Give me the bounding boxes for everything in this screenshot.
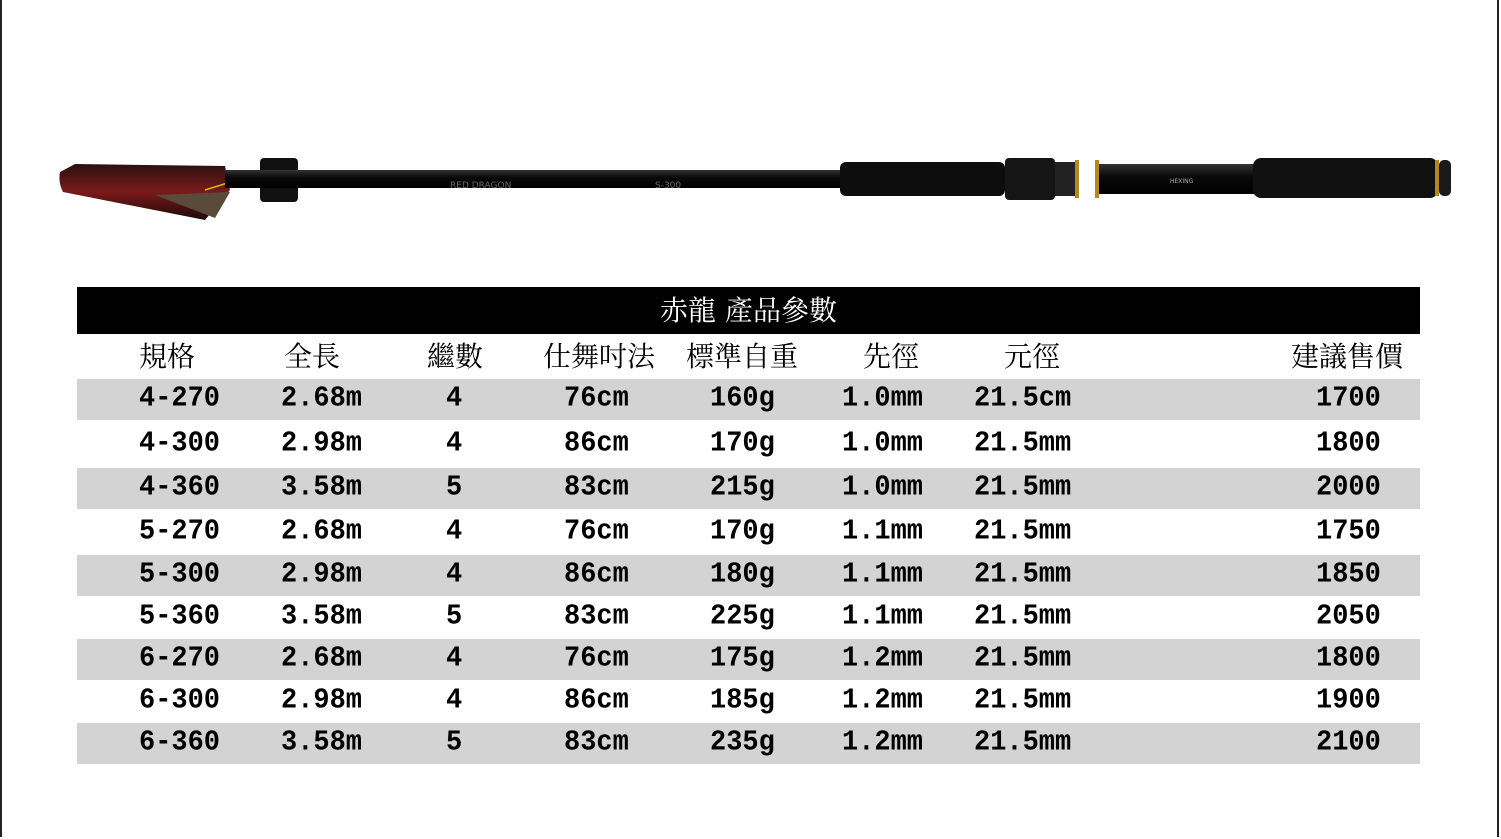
svg-text:HEXING: HEXING	[1170, 178, 1194, 185]
cell-sections: 4	[446, 559, 463, 591]
cell-closed-length: 83cm	[564, 472, 629, 504]
cell-price: 1850	[1316, 559, 1381, 591]
cell-length: 2.68m	[281, 643, 363, 675]
cell-price: 2050	[1316, 601, 1381, 633]
cell-price: 1700	[1316, 383, 1381, 415]
cell-spec: 6-270	[139, 643, 221, 675]
header-weight: 標準自重	[686, 340, 799, 373]
cell-length: 3.58m	[281, 601, 363, 633]
svg-text:RED DRAGON: RED DRAGON	[450, 181, 512, 191]
cell-sections: 4	[446, 685, 463, 717]
table-row	[77, 681, 1420, 722]
cell-price: 2100	[1316, 727, 1381, 759]
cell-price: 1800	[1316, 428, 1381, 460]
table-row	[77, 379, 1420, 420]
cell-weight: 170g	[710, 516, 775, 548]
cell-sections: 5	[446, 727, 463, 759]
cell-tip-diameter: 1.2mm	[842, 643, 924, 675]
cell-closed-length: 76cm	[564, 643, 629, 675]
cell-price: 1900	[1316, 685, 1381, 717]
cell-tip-diameter: 1.0mm	[842, 383, 924, 415]
table-row	[77, 468, 1420, 509]
cell-length: 2.98m	[281, 428, 363, 460]
cell-weight: 215g	[710, 472, 775, 504]
cell-butt-diameter: 21.5mm	[974, 428, 1072, 460]
cell-closed-length: 86cm	[564, 559, 629, 591]
table-title: 赤龍 產品參數	[77, 287, 1420, 334]
cell-weight: 170g	[710, 428, 775, 460]
cell-butt-diameter: 21.5mm	[974, 516, 1072, 548]
fishing-rod-image	[55, 150, 1455, 225]
cell-butt-diameter: 21.5cm	[974, 383, 1072, 415]
cell-butt-diameter: 21.5mm	[974, 685, 1072, 717]
cell-length: 3.58m	[281, 727, 363, 759]
header-length: 全長	[284, 340, 341, 373]
cell-tip-diameter: 1.2mm	[842, 727, 924, 759]
cell-weight: 180g	[710, 559, 775, 591]
cell-tip-diameter: 1.2mm	[842, 685, 924, 717]
cell-tip-diameter: 1.1mm	[842, 559, 924, 591]
cell-sections: 4	[446, 643, 463, 675]
table-row	[77, 639, 1420, 680]
cell-tip-diameter: 1.1mm	[842, 601, 924, 633]
cell-length: 2.68m	[281, 516, 363, 548]
cell-spec: 5-270	[139, 516, 221, 548]
cell-weight: 160g	[710, 383, 775, 415]
header-spec: 規格	[139, 340, 196, 373]
cell-closed-length: 76cm	[564, 516, 629, 548]
cell-spec: 6-300	[139, 685, 221, 717]
cell-tip-diameter: 1.0mm	[842, 428, 924, 460]
table-row	[77, 512, 1420, 553]
header-tip-diameter: 先徑	[863, 340, 920, 373]
cell-spec: 5-300	[139, 559, 221, 591]
cell-price: 2000	[1316, 472, 1381, 504]
header-butt-diameter: 元徑	[1004, 340, 1061, 373]
cell-spec: 4-270	[139, 383, 221, 415]
cell-spec: 4-360	[139, 472, 221, 504]
cell-spec: 4-300	[139, 428, 221, 460]
header-price: 建議售價	[1291, 340, 1404, 373]
cell-butt-diameter: 21.5mm	[974, 727, 1072, 759]
cell-sections: 4	[446, 516, 463, 548]
cell-weight: 175g	[710, 643, 775, 675]
table-row	[77, 597, 1420, 638]
cell-closed-length: 86cm	[564, 428, 629, 460]
cell-spec: 5-360	[139, 601, 221, 633]
cell-closed-length: 83cm	[564, 727, 629, 759]
cell-closed-length: 86cm	[564, 685, 629, 717]
cell-butt-diameter: 21.5mm	[974, 559, 1072, 591]
cell-sections: 4	[446, 383, 463, 415]
cell-weight: 225g	[710, 601, 775, 633]
table-header-row	[77, 336, 1420, 378]
cell-length: 2.68m	[281, 383, 363, 415]
cell-tip-diameter: 1.0mm	[842, 472, 924, 504]
header-closed-length: 仕舞吋法	[543, 340, 656, 373]
cell-price: 1800	[1316, 643, 1381, 675]
cell-butt-diameter: 21.5mm	[974, 472, 1072, 504]
cell-length: 2.98m	[281, 685, 363, 717]
cell-butt-diameter: 21.5mm	[974, 601, 1072, 633]
table-row	[77, 424, 1420, 465]
cell-price: 1750	[1316, 516, 1381, 548]
cell-closed-length: 83cm	[564, 601, 629, 633]
svg-text:S-300: S-300	[655, 181, 682, 191]
cell-weight: 235g	[710, 727, 775, 759]
cell-length: 3.58m	[281, 472, 363, 504]
header-sections: 繼數	[427, 340, 484, 373]
cell-length: 2.98m	[281, 559, 363, 591]
cell-weight: 185g	[710, 685, 775, 717]
cell-closed-length: 76cm	[564, 383, 629, 415]
cell-sections: 5	[446, 601, 463, 633]
cell-butt-diameter: 21.5mm	[974, 643, 1072, 675]
table-row	[77, 555, 1420, 596]
table-row	[77, 723, 1420, 764]
cell-tip-diameter: 1.1mm	[842, 516, 924, 548]
cell-sections: 5	[446, 472, 463, 504]
cell-spec: 6-360	[139, 727, 221, 759]
cell-sections: 4	[446, 428, 463, 460]
